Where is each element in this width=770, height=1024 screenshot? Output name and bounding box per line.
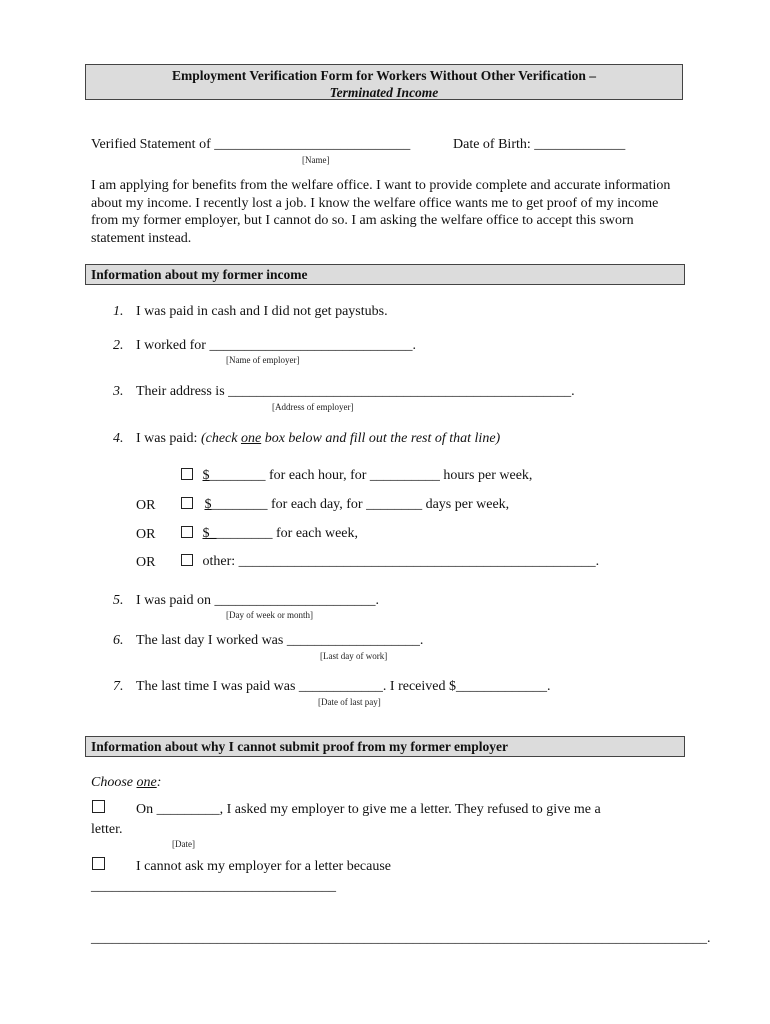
employer-address-caption: [Address of employer] [272,402,354,412]
pay-option-hourly [181,468,532,484]
form-title-box [85,64,683,100]
weekly-text[interactable]: ________ for each week, [216,526,359,541]
pay-option-other [181,554,599,570]
or-label-1: OR [136,498,156,513]
item-number-2: 2. [113,338,124,353]
pay-option-daily [181,497,509,513]
employer-address-line[interactable]: Their address is _________________________________________________. [136,384,575,399]
form-subtitle: Terminated Income [329,85,439,100]
reason-line-2[interactable]: ________________________________________________________________________________________. [91,931,711,946]
paid-on-line[interactable]: I was paid on _______________________. [136,593,380,608]
intro-paragraph: I am applying for benefits from the welfare office. I want to provide complete and accurate information about my income. I recently lost a job. I know the welfare office wants me to get proof of my income from my former employer, but I cannot do so. I am asking the welfare office to accept this sworn statement instead. [91,178,671,246]
choose-one-label [91,775,161,791]
hourly-text[interactable]: ________ for each hour, for __________ hours per week, [209,468,533,483]
last-day-worked-line[interactable]: The last day I worked was ___________________. [136,633,424,648]
daily-dollar: $ [204,497,212,512]
choose-label-one: one [136,775,157,790]
item-4-instruction-one: one [240,431,262,446]
item-4-instruction-b: box below and fill out the rest of that line) [261,431,501,446]
choose-label-colon: : [156,775,162,790]
last-pay-caption: [Date of last pay] [318,697,381,707]
section-header-why: Information about why I cannot submit proof from my former employer [85,736,685,757]
item-number-7: 7. [113,679,124,694]
or-label-2: OR [136,527,156,542]
last-pay-line[interactable]: The last time I was paid was ____________. I received $_____________. [136,679,551,694]
other-checkbox[interactable] [181,554,193,566]
other-text[interactable]: other: ___________________________________________________. [202,554,600,569]
item-number-5: 5. [113,593,124,608]
item-number-3: 3. [113,384,124,399]
last-day-caption: [Last day of work] [320,651,388,661]
section-header-income: Information about my former income [85,264,685,285]
choose-label-a: Choose [91,775,137,790]
daily-text[interactable]: ________ for each day, for ________ days per week, [211,497,510,512]
reason-line-1[interactable]: ___________________________________ [91,879,336,894]
employer-name-line[interactable]: I worked for _____________________________. [136,338,416,353]
item-number-1: 1. [113,304,124,319]
weekly-checkbox[interactable] [181,526,193,538]
verified-statement-line[interactable]: Verified Statement of ____________________________ [91,137,411,152]
item-4-lead: I was paid: [136,431,201,446]
hourly-dollar: $ [202,468,210,483]
item-text-4 [136,431,500,447]
item-number-4: 4. [113,431,124,446]
item-number-6: 6. [113,633,124,648]
refused-letter-checkbox[interactable] [92,800,105,813]
date-of-birth-line[interactable]: Date of Birth: _____________ [453,137,626,152]
refused-letter-text[interactable]: On _________, I asked my employer to give me a letter. They refused to give me a [136,802,601,817]
cannot-ask-checkbox[interactable] [92,857,105,870]
refused-letter-cont: letter. [91,822,123,837]
pay-option-weekly [181,526,358,542]
weekly-dollar: $_ [202,526,217,541]
daily-checkbox[interactable] [181,497,193,509]
form-title: Employment Verification Form for Workers Without Other Verification – [172,68,596,83]
name-caption: [Name] [302,155,330,165]
item-text-1: I was paid in cash and I did not get paystubs. [136,304,388,319]
employer-name-caption: [Name of employer] [226,355,300,365]
hourly-checkbox[interactable] [181,468,193,480]
paid-on-caption: [Day of week or month] [226,610,313,620]
or-label-3: OR [136,555,156,570]
cannot-ask-text: I cannot ask my employer for a letter because [136,859,392,874]
item-4-instruction-a: (check [200,431,241,446]
date-caption: [Date] [172,839,195,849]
